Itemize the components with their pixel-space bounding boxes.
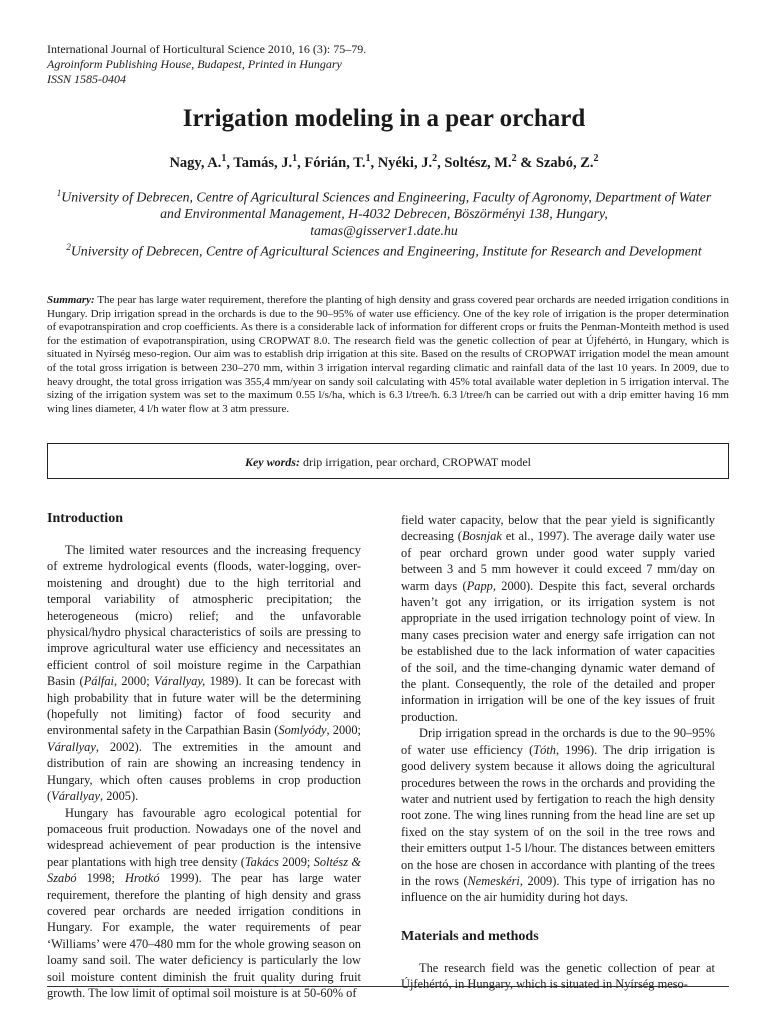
text-run: , 2000; (113, 674, 154, 689)
author-name: Szabó, Z. (535, 154, 594, 171)
text-run: 1996). The drip irrigation is good delivery system because it allows doing the agricultural procedures between the rows in the orchards and providing the water and nutrient used by fertigation to reach the high density root zone. The wing lines running from the head line are set up fixed on the stay system of on the soil in the tree rows and their emitters output 1-5 l/hour. The distances between emitters on the hose are chosen in accordance with planting of the trees in the rows ( (401, 742, 715, 888)
affiliation-2 (54, 239, 714, 260)
keywords-text: drip irrigation, pear orchard, CROPWAT model (302, 455, 532, 469)
materials-paragraph-1 (401, 960, 715, 993)
intro-paragraph-3 (401, 512, 715, 725)
affiliation-1-text: University of Debrecen, Centre of Agricultural Sciences and Engineering, Faculty of Agronomy, Department of Water and Environmental Management, H-4032 Debrecen, Böszörményi 138, Hungary, (61, 189, 712, 222)
author-affiliation-marker: 1 (365, 153, 371, 164)
text-run: field water capacity, below that the pear yield is significantly decreasing ( (401, 513, 715, 544)
citation-author: Soltész & Szabó (47, 854, 361, 886)
materials-methods-heading: Materials and methods (401, 928, 539, 944)
summary-label: Summary: (47, 294, 95, 306)
intro-paragraph-4 (401, 725, 715, 905)
text-run: 1989). It can be forecast with high probability that in future water will be the determining (hopefully not limiting) factor of food security and environmental safety in the Carpathian Basin ( (47, 674, 361, 738)
author-separator: , (437, 154, 445, 171)
keywords-box (47, 443, 729, 479)
text-run: The limited water resources and the increasing frequency of extreme hydrological events (floods, water-logging, over-moistening and drought) due to the high territorial and temporal variability of atmospheric precipitation; the heterogeneous (micro) relief; and the unfavorable physical/hydro physical characteristics of soils are pressing to improve agricultural water use efficiency and necessitates an efficient control of soil moisture regime in the Carpathian Basin ( (47, 543, 361, 689)
citation-author: Bosnjak (461, 529, 502, 544)
author-name: Soltész, M. (444, 154, 512, 171)
citation-author: Nemeskéri, (467, 873, 523, 888)
footer-rule (47, 986, 729, 987)
text-run: 1998; (76, 871, 125, 886)
author-name: Tamás, J. (233, 154, 293, 171)
text-run: , 2002). The extremities in the amount and distribution of rain are showing an increasing tendency in Hungary, which often causes problems in crop production ( (47, 739, 361, 804)
journal-header (47, 42, 366, 87)
author-separator: , (370, 154, 378, 171)
paper-title: Irrigation modeling in a pear orchard (182, 105, 586, 132)
author-separator: , (297, 154, 305, 171)
contact-email[interactable]: tamas@gisserver1.date.hu (310, 222, 458, 238)
author-affiliation-marker: 2 (432, 153, 438, 164)
affiliation-1 (54, 185, 714, 223)
text-run: , 2005). (100, 789, 139, 804)
author-name: Fórián, T. (304, 154, 366, 171)
text-run: 2009; (278, 854, 314, 869)
author-affiliation-marker: 1 (292, 153, 298, 164)
affiliation-2-text: University of Debrecen, Centre of Agricultural Sciences and Engineering, Institute for Research and Development (70, 243, 702, 259)
text-run: , 2000; (326, 723, 361, 738)
author-separator: , (226, 154, 234, 171)
author-affiliation-marker: 2 (511, 153, 517, 164)
summary-text: The pear has large water requirement, therefore the planting of high density and grass covered pear orchards are needed irrigation conditions in Hungary. Drip irrigation spread in the orchards is due to the 90–95% of water use efficiency. One of the key role of irrigation is the proper determination of evapotranspiration and crop coefficients. As there is a considerable lack of information for different crops or fruits the Penman-Monteith method is used for the estimation of evapotranspiration, using CROPWAT 8.0. The research field was the genetic collection of pear at Újfehértó, in Hungary, which is situated in Nyírség meso-region. Our aim was to establish drip irrigation at this site. Based on the results of CROPWAT irrigation model the mean amount of the total gross irrigation is between 230–270 mm, within 3 irrigation interval regarding climatic and rainfall data of the last 10 years. In 2009, due to heavy drought, the total gross irrigation was 355,4 mm/year on sandy soil calculating with 45% total available water depletion in 5 irrigation interval. The sizing of the irrigation system was set to the maximum 0.55 l/s/ha, which is 6.3 l/tree/h. 6.3 l/tree/h can be carried out with a drip emitter having 16 mm wing lines diameter, 4 l/h water flow at 3 atm pressure. (47, 294, 729, 415)
citation-author: Várallyay (47, 739, 96, 754)
citation-author: Várallyay (51, 789, 101, 804)
intro-heading: Introduction (47, 511, 123, 526)
author-name: Nagy, A. (169, 154, 222, 171)
text-run: 1999). The pear has large water requirement, therefore the planting of high density and grass covered pear orchards are needed irrigation conditions in Hungary. For example, the water requirements of pear ‘Williams’ were 470–480 mm for the whole growing season on loamy sand soil. The water deficiency is particularly the low soil moisture content diminish the fruit quality during fruit growth. The low limit of optimal soil moisture is at 50-60% of (47, 871, 361, 1000)
keywords-label: Key words: (244, 455, 300, 469)
author-affiliation-marker: 1 (221, 153, 227, 164)
text-run: et al., 1997). The average daily water use of pear orchard grown under good water supply varied between 3 and 5 mm however it could exceed 7 mm/day on warm days ( (401, 529, 715, 593)
citation-author: Papp, (466, 578, 496, 593)
intro-paragraph-2 (47, 805, 361, 1002)
author-name: Nyéki, J. (377, 154, 433, 171)
right-column (401, 512, 715, 993)
author-separator: & (516, 154, 536, 171)
citation-author: Hrotkó (124, 871, 160, 886)
affiliation-1-marker: 1 (56, 188, 62, 198)
text-run: Drip irrigation spread in the orchards is due to the 90–95% of water use efficiency ( (401, 726, 715, 757)
affiliation-2-marker: 2 (66, 242, 71, 253)
text-run: Hungary has favourable agro ecological potential for pomaceous fruit production. Nowadays one of the novel and widespread achievement of pear production is the intensive pear plantations with high tree density ( (47, 805, 361, 869)
issn-line: ISSN 1585-0404 (47, 72, 126, 86)
summary (47, 294, 729, 416)
journal-citation: International Journal of Horticultural Science 2010, 16 (3): 75–79. (47, 42, 367, 56)
author-affiliation-marker: 2 (593, 153, 599, 164)
left-column (47, 510, 361, 1001)
citation-author: Tóth, (533, 742, 560, 757)
text-run: The research field was the genetic collection of pear at Újfehértó, in Hungary, which is situated in Nyírség meso- (401, 960, 715, 992)
citation-author: Takács (244, 854, 279, 869)
affiliations (54, 185, 714, 260)
text-run: 2009). This type of irrigation has no influence on the air humidity during hot days. (401, 873, 715, 905)
publisher-line: Agroinform Publishing House, Budapest, Printed in Hungary (47, 57, 342, 71)
citation-author: Somlyódy (278, 723, 327, 738)
author-list (0, 153, 768, 172)
intro-paragraph-1 (47, 542, 361, 805)
citation-author: Várallyay, (153, 674, 206, 689)
citation-author: Pálfai (83, 674, 114, 689)
text-run: 2000). Despite this fact, several orchards haven’t got any irrigation, or its irrigation system is not appropriate in the used irrigation technology point of view. In many cases precision water and energy safe irrigation can not be established due to the lack information of water capacities of the soil, and the time-changing dynamic water demand of the plant. Consequently, the role of the detailed and proper information in irrigation will be one of the key issues of fruit production. (401, 578, 715, 724)
